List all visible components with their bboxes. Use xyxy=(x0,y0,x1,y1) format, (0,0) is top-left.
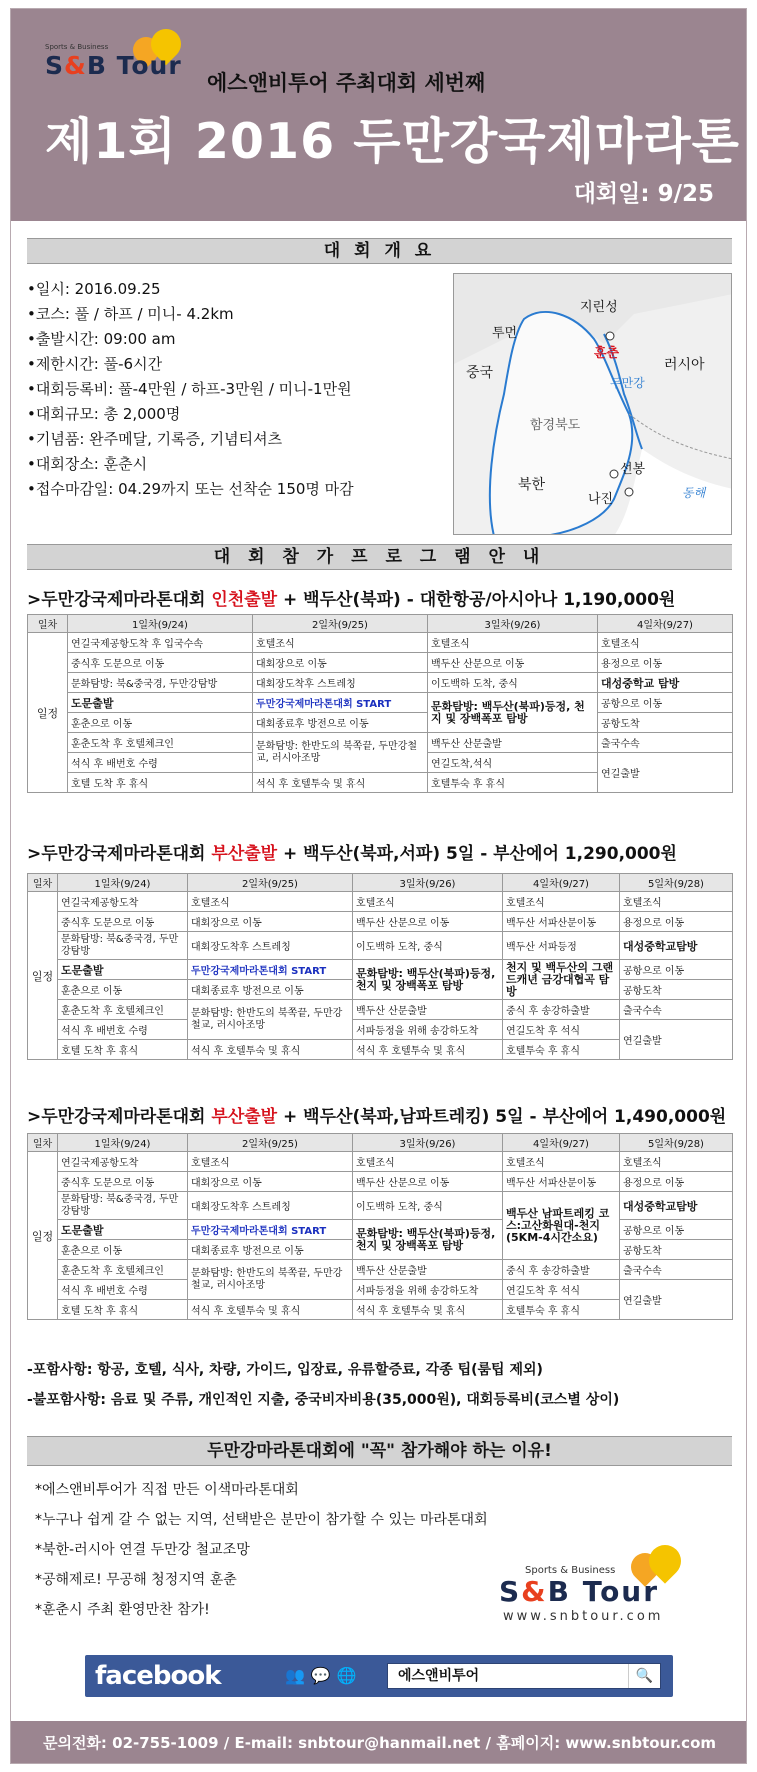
table-cell: 이도백하 도착, 중식 xyxy=(353,1192,503,1220)
table-cell: 호텔투숙 후 휴식 xyxy=(503,1300,620,1320)
table-cell: 연길출발 xyxy=(598,753,733,793)
table-cell: 호텔조식 xyxy=(353,892,503,912)
table-cell: 대회장으로 이동 xyxy=(188,1172,353,1192)
table-cell: 문화탐방: 백두산(북파)등정, 천지 및 장백폭포 탐방 xyxy=(428,693,598,733)
table-cell: 호텔조식 xyxy=(253,633,428,653)
table-header: 2일차(9/25) xyxy=(188,874,353,892)
list-item: •일시: 2016.09.25 xyxy=(27,280,161,298)
table-header: 4일차(9/27) xyxy=(503,1134,620,1152)
search-icon[interactable]: 🔍 xyxy=(628,1664,660,1688)
table-cell: 연길출발 xyxy=(620,1020,733,1060)
day-label: 일정 xyxy=(28,892,58,1060)
table-header: 일차 xyxy=(28,1134,58,1152)
table-cell: 호텔 도착 후 휴식 xyxy=(68,773,253,793)
table-cell: 중식후 도문으로 이동 xyxy=(68,653,253,673)
table-cell: 석식 후 호텔투숙 및 휴식 xyxy=(253,773,428,793)
table-cell: 대회장도착후 스트레칭 xyxy=(188,1192,353,1220)
table-header: 일차 xyxy=(28,615,68,633)
table-cell: 백두산 산문으로 이동 xyxy=(353,1172,503,1192)
table-cell: 대회장도착후 스트레칭 xyxy=(188,932,353,960)
table-cell: 호텔조식 xyxy=(188,892,353,912)
table-cell: 백두산 산문출발 xyxy=(428,733,598,753)
map-label: 선봉 xyxy=(620,462,646,477)
page-title: 제1회 2016 두만강국제마라톤 xyxy=(45,113,740,170)
table-cell: 대성중학교탐방 xyxy=(620,932,733,960)
map-label: 지린성 xyxy=(580,300,618,315)
start-cell: 두만강국제마라톤대회 START xyxy=(188,1220,353,1240)
table-cell: 대회장으로 이동 xyxy=(188,912,353,932)
logo-sub: Sports & Business xyxy=(525,1565,616,1576)
table-cell: 훈춘도착 후 호텔체크인 xyxy=(58,1260,188,1280)
logo-sub: Sports & Business xyxy=(45,43,109,51)
day-label: 일정 xyxy=(28,633,68,793)
table-header: 5일차(9/28) xyxy=(620,874,733,892)
table-cell: 용정으로 이동 xyxy=(620,912,733,932)
table-cell: 훈춘도착 후 호텔체크인 xyxy=(68,733,253,753)
map-label: 함경북도 xyxy=(530,418,581,433)
table-cell: 훈춘으로 이동 xyxy=(58,1240,188,1260)
table-cell: 연길도착 후 석식 xyxy=(503,1020,620,1040)
table-cell: 천지 및 백두산의 그랜드캐년 금강대협곡 탐방 xyxy=(503,960,620,1000)
table-cell: 공항으로 이동 xyxy=(620,960,733,980)
table-cell: 이도백하 도착, 중식 xyxy=(428,673,598,693)
friends-icon[interactable]: 👥 xyxy=(285,1666,311,1685)
table-cell: 문화탐방: 백두산(북파)등정, 천지 및 장백폭포 탐방 xyxy=(353,1220,503,1260)
table-header: 2일차(9/25) xyxy=(253,615,428,633)
schedule-table xyxy=(27,614,733,793)
footer-contact: 문의전화: 02-755-1009 / E-mail: snbtour@hanmail.net / 홈페이지: www.snbtour.com xyxy=(11,1721,747,1764)
table-cell: 공항도착 xyxy=(598,713,733,733)
table-cell: 연길도착 후 석식 xyxy=(503,1280,620,1300)
table-cell: 연길국제공항도착 xyxy=(58,892,188,912)
table-header: 일차 xyxy=(28,874,58,892)
table-cell: 호텔조식 xyxy=(503,892,620,912)
table-cell: 출국수속 xyxy=(620,1260,733,1280)
table-cell: 석식 후 배번호 수령 xyxy=(58,1280,188,1300)
table-cell: 백두산 산문으로 이동 xyxy=(353,912,503,932)
table-cell: 석식 후 배번호 수령 xyxy=(68,753,253,773)
table-cell: 중식후 도문으로 이동 xyxy=(58,1172,188,1192)
table-cell: 호텔조식 xyxy=(353,1152,503,1172)
logo-text: S&B Tour xyxy=(499,1575,660,1608)
table-cell: 도문출발 xyxy=(68,693,253,713)
table-header: 3일차(9/26) xyxy=(353,1134,503,1152)
table-cell: 도문출발 xyxy=(58,1220,188,1240)
table-cell: 공항으로 이동 xyxy=(598,693,733,713)
table-cell: 문화탐방: 한반도의 북쪽끝, 두만강철교, 러시아조망 xyxy=(253,733,428,773)
table-cell: 호텔투숙 후 휴식 xyxy=(428,773,598,793)
table-cell: 공항으로 이동 xyxy=(620,1220,733,1240)
table-header: 1일차(9/24) xyxy=(58,874,188,892)
list-item: *공해제로! 무공해 청정지역 훈춘 xyxy=(35,1572,237,1588)
table-cell: 공항도착 xyxy=(620,1240,733,1260)
table-cell: 연길국제공항도착 후 입국수속 xyxy=(68,633,253,653)
table-cell: 호텔 도착 후 휴식 xyxy=(58,1300,188,1320)
table-cell: 대회종료후 방전으로 이동 xyxy=(253,713,428,733)
tour-title: >두만강국제마라톤대회 부산출발 + 백두산(북파,서파) 5일 - 부산에어 1,290,000원 xyxy=(27,844,677,864)
messages-icon[interactable]: 💬 xyxy=(310,1666,337,1685)
table-cell: 호텔조식 xyxy=(598,633,733,653)
table-cell: 중식후 도문으로 이동 xyxy=(58,912,188,932)
table-cell: 호텔 도착 후 휴식 xyxy=(58,1040,188,1060)
table-cell: 석식 후 호텔투숙 및 휴식 xyxy=(353,1300,503,1320)
table-header: 4일차(9/27) xyxy=(598,615,733,633)
list-item: •코스: 풀 / 하프 / 미니- 4.2km xyxy=(27,305,234,323)
start-cell: 두만강국제마라톤대회 START xyxy=(188,960,353,980)
list-item: *북한-러시아 연결 두만강 철교조망 xyxy=(35,1542,250,1558)
logo: S&B Tour xyxy=(45,51,182,80)
event-date: 대회일: 9/25 xyxy=(573,181,714,207)
map-label: 나진 xyxy=(588,492,614,507)
table-cell: 석식 후 호텔투숙 및 휴식 xyxy=(353,1040,503,1060)
why-list xyxy=(35,1475,488,1625)
table-cell: 출국수속 xyxy=(620,1000,733,1020)
list-item: •대회장소: 훈춘시 xyxy=(27,455,148,473)
table-cell: 백두산 서파등정 xyxy=(503,932,620,960)
facebook-bar xyxy=(85,1655,673,1697)
table-cell: 호텔투숙 후 휴식 xyxy=(503,1040,620,1060)
schedule-table xyxy=(27,1133,733,1320)
list-item: *에스앤비투어가 직접 만든 이색마라톤대회 xyxy=(35,1482,299,1498)
table-cell: 호텔조식 xyxy=(620,1152,733,1172)
schedule-table xyxy=(27,873,733,1060)
table-cell: 서파등정을 위해 송강하도착 xyxy=(353,1020,503,1040)
table-cell: 공항도착 xyxy=(620,980,733,1000)
table-header: 2일차(9/25) xyxy=(188,1134,353,1152)
table-cell: 훈춘으로 이동 xyxy=(68,713,253,733)
table-cell: 문화탐방: 백두산(북파)등정, 천지 및 장백폭포 탐방 xyxy=(353,960,503,1000)
table-cell: 대회종료후 방전으로 이동 xyxy=(188,1240,353,1260)
table-cell: 호텔조식 xyxy=(503,1152,620,1172)
poster xyxy=(10,8,747,1764)
table-cell: 연길도착,석식 xyxy=(428,753,598,773)
logo-url: www.snbtour.com xyxy=(503,1609,664,1624)
table-cell: 백두산 산문으로 이동 xyxy=(428,653,598,673)
table-header: 4일차(9/27) xyxy=(503,874,620,892)
table-cell: 호텔조식 xyxy=(188,1152,353,1172)
list-item: •대회등록비: 풀-4만원 / 하프-3만원 / 미니-1만원 xyxy=(27,380,352,398)
region-map xyxy=(453,273,732,535)
table-cell: 대회장으로 이동 xyxy=(253,653,428,673)
table-header: 3일차(9/26) xyxy=(428,615,598,633)
header xyxy=(11,9,747,221)
table-cell: 중식 후 송강하출발 xyxy=(503,1260,620,1280)
table-cell: 용정으로 이동 xyxy=(620,1172,733,1192)
table-cell: 석식 후 호텔투숙 및 휴식 xyxy=(188,1040,353,1060)
table-cell: 서파등정을 위해 송강하도착 xyxy=(353,1280,503,1300)
day-label: 일정 xyxy=(28,1152,58,1320)
table-cell: 대회장도착후 스트레칭 xyxy=(253,673,428,693)
map-label: 두만강 xyxy=(610,376,645,390)
table-cell: 석식 후 호텔투숙 및 휴식 xyxy=(188,1300,353,1320)
start-cell: 두만강국제마라톤대회 START xyxy=(253,693,428,713)
why-heading: 두만강마라톤대회에 "꼭" 참가해야 하는 이유! xyxy=(27,1436,732,1466)
table-cell: 문화탐방: 한반도의 북쪽끝, 두만강철교, 러시아조망 xyxy=(188,1000,353,1040)
table-cell: 도문출발 xyxy=(58,960,188,980)
table-header: 3일차(9/26) xyxy=(353,874,503,892)
included-items: -포함사항: 항공, 호텔, 식사, 차량, 가이드, 입장료, 유류할증료, 각종 팁(룸팁 제외) xyxy=(27,1362,543,1378)
table-cell: 석식 후 배번호 수령 xyxy=(58,1020,188,1040)
tour-title: >두만강국제마라톤대회 부산출발 + 백두산(북파,남파트레킹) 5일 - 부산에어 1,490,000원 xyxy=(27,1107,727,1127)
table-cell: 연길출발 xyxy=(620,1280,733,1320)
table-header: 1일차(9/24) xyxy=(58,1134,188,1152)
globe-icon[interactable]: 🌐 xyxy=(336,1666,363,1685)
brand-logo xyxy=(499,1547,709,1627)
table-cell: 호텔조식 xyxy=(620,892,733,912)
table-cell: 백두산 서파산문이동 xyxy=(503,1172,620,1192)
map-label: 중국 xyxy=(466,365,494,381)
list-item: •기념품: 완주메달, 기록증, 기념티셔츠 xyxy=(27,430,283,448)
tour-title: >두만강국제마라톤대회 인천출발 + 백두산(북파) - 대한항공/아시아나 1,190,000원 xyxy=(27,590,676,610)
map-label: 동해 xyxy=(682,486,706,500)
table-cell: 호텔조식 xyxy=(428,633,598,653)
list-item: *누구나 쉽게 갈 수 없는 지역, 선택받은 분만이 참가할 수 있는 마라톤대회 xyxy=(35,1512,488,1528)
table-cell: 연길국제공항도착 xyxy=(58,1152,188,1172)
map-label: 북한 xyxy=(518,477,546,493)
table-cell: 용정으로 이동 xyxy=(598,653,733,673)
table-cell: 대성중학교 탐방 xyxy=(598,673,733,693)
table-cell: 백두산 산문출발 xyxy=(353,1000,503,1020)
header-subtitle: 에스앤비투어 주최대회 세번째 xyxy=(207,71,486,95)
table-header: 1일차(9/24) xyxy=(68,615,253,633)
table-cell: 문화탐방: 한반도의 북쪽끝, 두만강철교, 러시아조망 xyxy=(188,1260,353,1300)
list-item: *훈춘시 주최 환영만찬 참가! xyxy=(35,1602,210,1618)
table-cell: 백두산 남파트레킹 코스:고산화원대-천지 (5KM-4시간소요) xyxy=(503,1192,620,1260)
table-cell: 훈춘으로 이동 xyxy=(58,980,188,1000)
list-item: •출발시간: 09:00 am xyxy=(27,330,176,348)
table-cell: 백두산 산문출발 xyxy=(353,1260,503,1280)
program-heading: 대 회 참 가 프 로 그 램 안 내 xyxy=(27,544,732,570)
table-cell: 이도백하 도착, 중식 xyxy=(353,932,503,960)
facebook-logo: facebook xyxy=(95,1661,221,1691)
map-label: 러시아 xyxy=(664,357,705,373)
map-label: 훈춘 xyxy=(594,346,620,361)
table-cell: 대성중학교탐방 xyxy=(620,1192,733,1220)
list-item: •접수마감일: 04.29까지 또는 선착순 150명 마감 xyxy=(27,480,354,498)
table-cell: 대회종료후 방전으로 이동 xyxy=(188,980,353,1000)
table-cell: 문화탐방: 북&중국경, 두만강탐방 xyxy=(58,1192,188,1220)
table-cell: 중식 후 송강하출발 xyxy=(503,1000,620,1020)
overview-heading: 대 회 개 요 xyxy=(27,238,732,264)
list-item: •제한시간: 풀-6시간 xyxy=(27,355,163,373)
list-item: •대회규모: 총 2,000명 xyxy=(27,405,181,423)
facebook-icons xyxy=(285,1666,363,1685)
table-cell: 문화탐방: 북&중국경, 두만강탐방 xyxy=(58,932,188,960)
excluded-items: -불포함사항: 음료 및 주류, 개인적인 지출, 중국비자비용(35,000원), 대회등록비(코스별 상이) xyxy=(27,1392,620,1408)
table-cell: 백두산 서파산문이동 xyxy=(503,912,620,932)
overview-list xyxy=(27,277,447,502)
table-cell: 문화탐방: 북&중국경, 두만강탐방 xyxy=(68,673,253,693)
map-label: 투먼 xyxy=(492,326,518,341)
table-cell: 훈춘도착 후 호텔체크인 xyxy=(58,1000,188,1020)
table-header: 5일차(9/28) xyxy=(620,1134,733,1152)
search-input[interactable]: 에스앤비투어 🔍 xyxy=(387,1663,661,1689)
table-cell: 출국수속 xyxy=(598,733,733,753)
